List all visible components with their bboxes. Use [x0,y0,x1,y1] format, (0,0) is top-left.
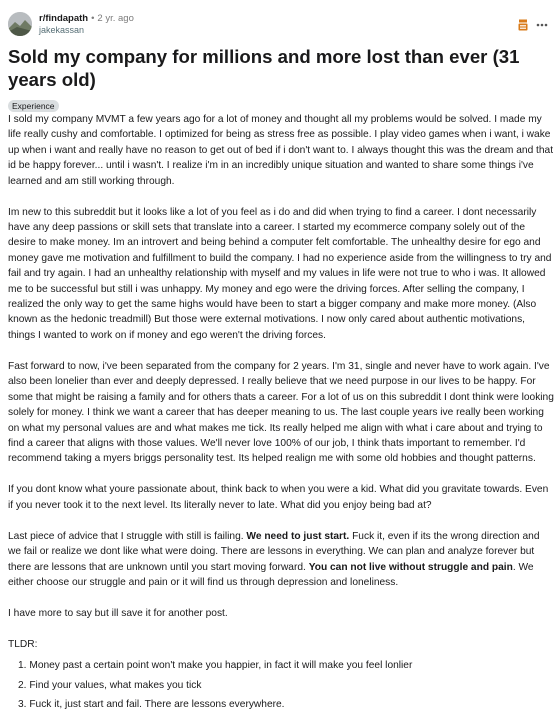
text-run: Fuck it, even if its the wrong direction and we fail or realize we dont like what were doing. There are lessons in everything. We can plan and analyze forever but there are lessons that are unknown until you start moving forward. [8,530,540,573]
post-paragraph: If you dont know what youre passionate about, think back to when you were a kid. What did you gravitate towards. Even if you never took it to the next level. Its literally never to late. What did you enjoy being bad at? [8,484,549,511]
post-flair[interactable]: Experience [8,100,59,112]
text-run: Last piece of advice that I struggle with still is failing. [8,530,247,542]
post-title[interactable]: Sold my company for millions and more lost than ever (31 years old) [8,46,520,90]
bold-text: We need to just start. [246,530,350,542]
bold-text: You can not live without struggle and pain [308,561,513,573]
post-paragraph: Fast forward to now, i've been separated from the company for 2 years. I'm 31, single and never have to work again. I've also been lonelier than ever and deeply depressed. I really believe that we need purpose in our lives to be happy. For some that might be raising a family and for others thats a career. For a lot of us on this subreddit I dont think were looking solely for money. I think we want a career that has deeper meaning to us. The last couple years ive really been working on what my personal values are and what makes me tick. Its really helped me align with what i care about and trying to find a career that aligns with those values. We'll never love 100% of our job, I think thats important to remember. I'd recommend taking a myers briggs personality test. Its helped realign me with some old hobbies and thought patterns. [8,360,554,465]
post-body [8,112,554,716]
post-paragraph-closing: I have more to say but ill save it for another post. [8,607,228,619]
post-meta [39,13,134,36]
post-actions [518,18,548,36]
award-icon[interactable] [518,18,528,36]
tldr-label: TLDR: [8,638,38,650]
post-paragraph: I sold my company MVMT a few years ago for a lot of money and thought all my problems would be solved. I made my life really cushy and comfortable. I optimized for being as stress free as possible. I play video games when i want, i wake up when i want and really have no reason to get out of bed if i don't want to. I always thought this was the dream and that id be happy forever... until i wasn't. I realize i'm in an incredibly unique situation and wanted to share some things i've learned and am still working through. [8,114,554,187]
post-paragraph: Im new to this subreddit but it looks like a lot of you feel as i do and did when trying to find a career. I dont necessarily have any deep passions or skill sets that translate into a career. I started my ecommerce company solely out of the desire to make money. Im an introvert and being behind a computer felt comfortable. The unhealthy desire for ego and money gave me motivation and fulfillment to build the company. I had no experience aside from the willingness to try and fail and try again. I had an unhealthy relationship with myself and my values in life were not true to who i was. It allowed me to be successful but still i was unhappy. My money and ego were the driving forces. After selling the company, I realized the only way to get the same highs would have been to start a bigger company and make more money. (Also known as the hedonic treadmill) But those were external motivations. I now only cared about authentic motivations, things I wanted to work on if money and ego weren't the driving forces. [8,206,552,341]
subreddit-avatar[interactable] [8,12,32,36]
list-item: 3. Fuck it, just start and fail. There are lessons everywhere. [18,698,285,710]
text-run: . We either choose our struggle and pain or it will find us through depression and loneliness. [8,561,534,588]
post-paragraph-failing [8,529,554,591]
meta-separator: • [91,13,95,24]
post-header [8,10,550,44]
more-options-icon[interactable] [536,18,548,36]
author-name[interactable]: jakekassan [39,25,85,35]
list-item: 1. Money past a certain point won't make you happier, in fact it will make you feel lonlier [18,660,413,672]
subreddit-name[interactable]: r/findapath [39,13,89,24]
tldr-list [8,658,554,712]
list-item: 2. Find your values, what makes you tick [18,679,202,691]
post-age: 2 yr. ago [97,13,134,24]
